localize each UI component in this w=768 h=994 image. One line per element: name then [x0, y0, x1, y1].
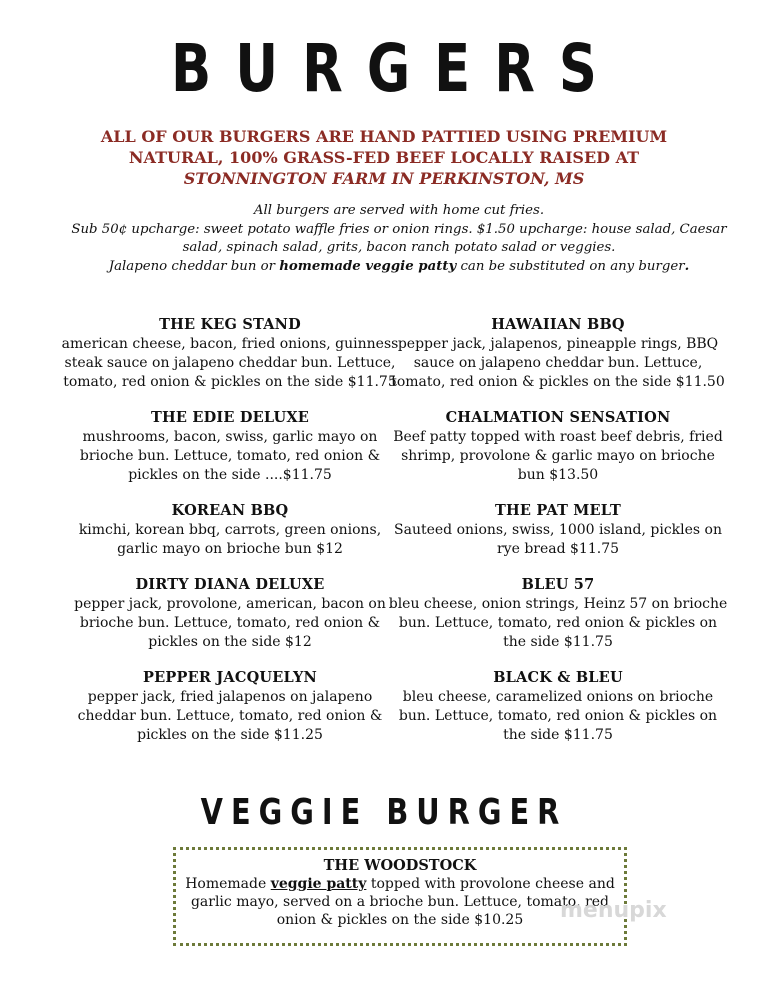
menu-item — [388, 668, 728, 745]
veggie-item-desc — [176, 875, 624, 929]
menu-item — [388, 408, 728, 485]
serving-notes — [70, 202, 728, 276]
menu-item-name: THE KEG STAND — [159, 316, 301, 333]
intro-line-1: ALL OF OUR BURGERS ARE HAND PATTIED USING PREMIUM — [100, 127, 668, 146]
intro-statement — [60, 126, 708, 189]
menu-item — [388, 501, 728, 559]
menu-item-name: CHALMATION SENSATION — [445, 409, 671, 426]
menu-item-desc: pepper jack, jalapenos, pineapple rings, BBQ sauce on jalapeno cheddar bun. Lettuce, tomato, red onion & pickles on the side $11.50 — [391, 336, 725, 390]
notes-line-1: All burgers are served with home cut fries. — [253, 203, 545, 218]
menu-item — [60, 575, 400, 652]
left-menu-column — [60, 315, 400, 761]
menu-item-desc: bleu cheese, caramelized onions on brioche bun. Lettuce, tomato, red onion & pickles on the side $11.75 — [398, 689, 718, 743]
right-menu-column — [388, 315, 728, 761]
menu-item-desc: pepper jack, provolone, american, bacon on brioche bun. Lettuce, tomato, red onion & pickles on the side $12 — [74, 596, 386, 650]
menu-item — [60, 668, 400, 745]
menu-item-name: HAWAIIAN BBQ — [491, 316, 625, 333]
notes-line-3 — [70, 258, 728, 277]
page-title: BURGERS — [171, 30, 621, 107]
menu-item-desc: Beef patty topped with roast beef debris, fried shrimp, provolone & garlic mayo on brioche bun $13.50 — [393, 429, 723, 483]
intro-line-3: STONNINGTON FARM IN PERKINSTON, MS — [183, 169, 585, 188]
notes-line-2: Sub 50¢ upcharge: sweet potato waffle fries or onion rings. $1.50 upcharge: house salad, Caesar salad, spinach salad, grits, bacon ranch potato salad or veggies. — [71, 221, 727, 255]
menu-item-desc: kimchi, korean bbq, carrots, green onions, garlic mayo on brioche bun $12 — [78, 522, 382, 557]
menu-item — [388, 315, 728, 392]
menu-item-desc: american cheese, bacon, fried onions, guinness steak sauce on jalapeno cheddar bun. Lettuce, tomato, red onion & pickles on the side $11.75 — [61, 336, 399, 390]
menu-item-name: DIRTY DIANA DELUXE — [135, 576, 325, 593]
menu-item — [388, 575, 728, 652]
menu-item-name: BLACK & BLEU — [493, 669, 623, 686]
menu-item — [60, 315, 400, 392]
menu-item-desc: pepper jack, fried jalapenos on jalapeno cheddar bun. Lettuce, tomato, red onion & pickles on the side $11.25 — [77, 689, 383, 743]
notes-line-3-pre: Jalapeno cheddar bun or — [108, 258, 280, 274]
notes-line-3-post: can be substituted on any burger — [456, 258, 685, 274]
veggie-item-box — [173, 847, 627, 946]
menu-item-desc: mushrooms, bacon, swiss, garlic mayo on brioche bun. Lettuce, tomato, red onion & pickles on the side ....$11.75 — [79, 429, 381, 483]
intro-line-2: NATURAL, 100% GRASS-FED BEEF LOCALLY RAISED AT — [128, 148, 640, 167]
menu-item — [60, 408, 400, 485]
veggie-section-title: VEGGIE BURGER — [200, 792, 568, 833]
notes-line-3-bold: homemade veggie patty — [279, 258, 457, 274]
menu-item-name: PEPPER JACQUELYN — [143, 669, 317, 686]
notes-line-3-end: . — [684, 258, 690, 274]
menu-item-desc: Sauteed onions, swiss, 1000 island, pickles on rye bread $11.75 — [394, 522, 722, 557]
watermark: menupix — [560, 898, 667, 923]
menu-item-desc: bleu cheese, onion strings, Heinz 57 on brioche bun. Lettuce, tomato, red onion & pickles on the side $11.75 — [388, 596, 728, 650]
menu-item-name: BLEU 57 — [521, 576, 595, 593]
veggie-desc-pre: Homemade — [185, 876, 271, 892]
veggie-desc-post: topped with provolone cheese and garlic mayo, served on a brioche bun. Lettuce, tomato, red onion & pickles on the side $10.25 — [190, 876, 615, 928]
menu-item-name: THE PAT MELT — [494, 502, 622, 519]
veggie-desc-underline: veggie patty — [270, 876, 367, 892]
veggie-item-name: THE WOODSTOCK — [323, 857, 477, 874]
menu-item-name: THE EDIE DELUXE — [150, 409, 310, 426]
menu-item — [60, 501, 400, 559]
menu-item-name: KOREAN BBQ — [171, 502, 289, 519]
